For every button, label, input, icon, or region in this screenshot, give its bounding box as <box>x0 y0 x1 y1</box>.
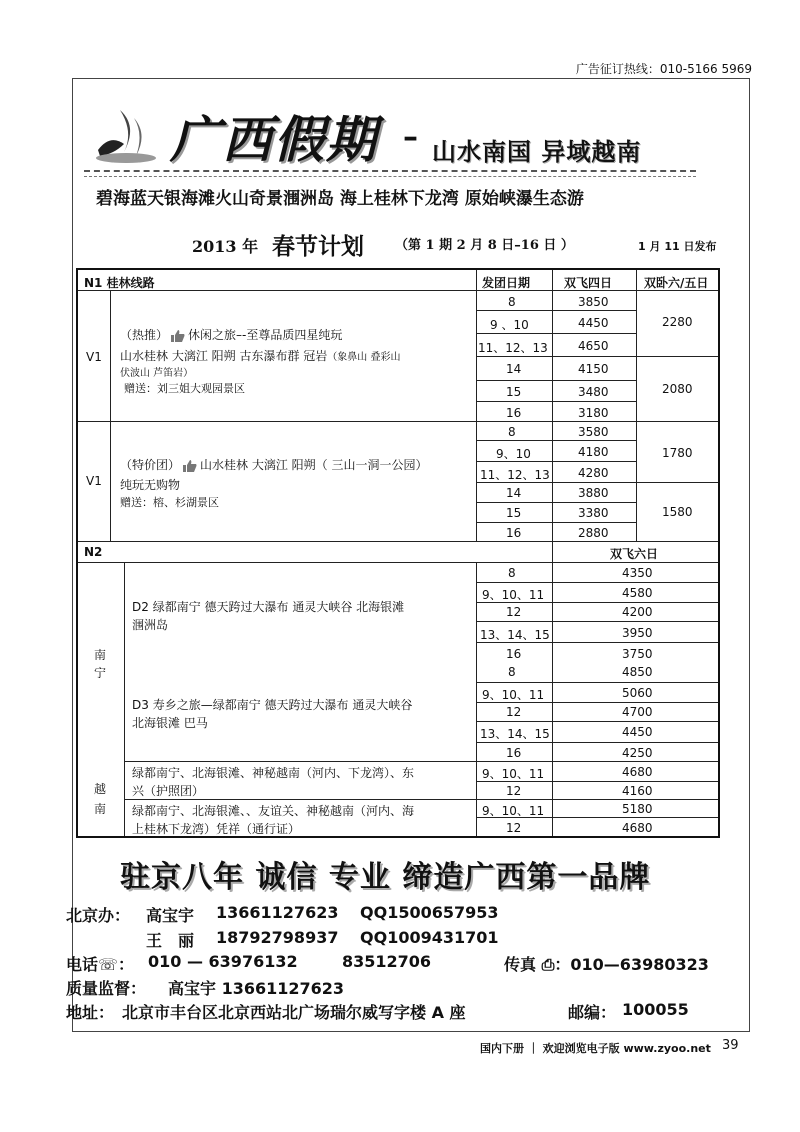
route-desc: （特价团） 山水桂林 大漓江 阳朔（ 三山一洞一公园） <box>120 458 428 472</box>
price-cell: 3380 <box>578 506 609 520</box>
price-cell: 4200 <box>622 605 653 619</box>
route-code: V1 <box>86 350 102 364</box>
contact-phone: 18792798937 <box>216 928 339 947</box>
route-desc: 北海银滩 巴马 <box>132 716 208 730</box>
date-cell: 15 <box>506 506 522 520</box>
title-dash: – <box>403 120 418 155</box>
tel-number: 83512706 <box>342 952 432 971</box>
date-cell: 16 <box>506 647 522 661</box>
price-cell: 3750 <box>622 647 653 661</box>
price-cell: 4580 <box>622 586 653 600</box>
price-cell: 2080 <box>662 382 693 396</box>
contact-qq: QQ1500657953 <box>360 903 499 922</box>
schedule-table <box>76 268 720 838</box>
logo-icon <box>90 104 162 166</box>
fax-number: ：010—63980323 <box>554 955 709 974</box>
date-cell: 15 <box>506 385 522 399</box>
address-label: 地址： <box>66 1003 115 1022</box>
price-cell: 2280 <box>662 315 693 329</box>
dashed-rule <box>84 170 696 172</box>
release-date: 1 月 11 日发布 <box>638 240 717 253</box>
thumbs-up-icon <box>182 459 198 473</box>
brand-title: 广西假期 <box>170 110 378 169</box>
route-gift: 赠送：刘三姐大观园景区 <box>124 382 245 395</box>
contact-qq: QQ1009431701 <box>360 928 499 947</box>
price-cell: 4680 <box>622 765 653 779</box>
tel-row: 电话☏： <box>66 955 135 974</box>
date-cell: 9 、10 <box>490 318 529 332</box>
date-cell: 12 <box>506 784 522 798</box>
date-cell: 8 <box>508 425 516 439</box>
brand-slogan: 碧海蓝天银海滩火山奇景涠洲岛 海上桂林下龙湾 原始峡瀑生态游 <box>96 189 584 209</box>
route-desc: 绿都南宁、北海银滩、、友谊关、神秘越南（河内、海 <box>132 804 415 818</box>
price-cell: 2880 <box>578 526 609 540</box>
price-cell: 4680 <box>622 821 653 835</box>
price-cell: 3580 <box>578 425 609 439</box>
date-cell: 8 <box>508 665 516 679</box>
region-label: 南 <box>94 648 107 662</box>
quality-value: 高宝宇 13661127623 <box>168 979 345 998</box>
region-label: 越 <box>94 782 107 796</box>
date-cell: 9、10、11 <box>482 804 545 818</box>
date-cell: 9、10、11 <box>482 688 545 702</box>
price-cell: 4250 <box>622 746 653 760</box>
footer-text: 国内下册 ｜ 欢迎浏览电子版 www.zyoo.net <box>480 1042 711 1055</box>
plan-year: 2013 年 <box>192 237 259 256</box>
date-cell: 16 <box>506 526 522 540</box>
date-cell: 14 <box>506 362 522 376</box>
plan-period: （第 1 期 2 月 8 日–16 日 ） <box>395 238 574 253</box>
address: 北京市丰台区北京西站北广场瑞尔威写字楼 A 座 <box>122 1003 466 1022</box>
n1-title: N1 桂林线路 <box>84 276 155 290</box>
price-cell: 4350 <box>622 566 653 580</box>
contact-name: 王 丽 <box>146 931 195 950</box>
route-desc: 涠洲岛 <box>132 618 169 632</box>
price-cell: 4650 <box>578 339 609 353</box>
route-desc: 伏波山 芦笛岩） <box>120 368 194 379</box>
price-cell: 1580 <box>662 505 693 519</box>
route-desc: 山水桂林 大漓江 阳朔 古东瀑布群 冠岩（象鼻山 叠彩山 <box>120 349 401 363</box>
col-depart-date: 发团日期 <box>482 276 531 290</box>
tel-label: 电话 <box>66 955 99 974</box>
route-desc: D3 寿乡之旅—绿都南宁 德天跨过大瀑布 通灵大峡谷 <box>132 698 413 712</box>
date-cell: 12 <box>506 705 522 719</box>
date-cell: 8 <box>508 566 516 580</box>
price-cell: 4150 <box>578 362 609 376</box>
route-desc: 上桂林下龙湾）凭祥（通行证） <box>132 822 301 836</box>
brand-subtitle: 山水南国 异域越南 <box>432 138 642 166</box>
price-cell: 4160 <box>622 784 653 798</box>
date-cell: 12 <box>506 605 522 619</box>
date-cell: 11、12、13 <box>478 341 548 355</box>
col-fly-6day: 双飞六日 <box>610 547 659 561</box>
date-cell: 9、10 <box>496 447 531 461</box>
phone-icon: ☏ <box>98 955 119 974</box>
fax-row <box>504 952 709 975</box>
region-label: 南 <box>94 802 107 816</box>
tel-number: 010 — 63976132 <box>148 952 298 971</box>
ad-hotline: 广告征订热线：010-5166 5969 <box>575 62 752 76</box>
date-cell: 16 <box>506 746 522 760</box>
postcode: 100055 <box>622 1000 689 1019</box>
price-cell: 5060 <box>622 686 653 700</box>
contact-phone: 13661127623 <box>216 903 339 922</box>
price-cell: 3180 <box>578 406 609 420</box>
col-sleeper: 双卧六/五日 <box>644 276 709 290</box>
price-cell: 4280 <box>578 466 609 480</box>
route-desc: 兴（护照团） <box>132 784 205 798</box>
price-cell: 4450 <box>578 316 609 330</box>
price-cell: 4850 <box>622 665 653 679</box>
dashed-rule <box>84 176 696 177</box>
date-cell: 16 <box>506 406 522 420</box>
region-label: 宁 <box>94 666 107 680</box>
route-gift: 赠送：榕、杉湖景区 <box>120 496 219 509</box>
contact-name: 高宝宇 <box>146 906 195 925</box>
price-cell: 3480 <box>578 385 609 399</box>
fax-label: 传真 <box>504 955 537 974</box>
route-desc: 绿都南宁、北海银滩、神秘越南（河内、下龙湾）、东 <box>132 766 415 780</box>
route-code: V1 <box>86 474 102 488</box>
price-cell: 3880 <box>578 486 609 500</box>
price-cell: 4700 <box>622 705 653 719</box>
route-desc: （热推） 休闲之旅–-至尊品质四星纯玩 <box>120 328 343 342</box>
postcode-label: 邮编： <box>568 1003 617 1022</box>
date-cell: 14 <box>506 486 522 500</box>
col-fly-4day: 双飞四日 <box>564 276 613 290</box>
date-cell: 11、12、13 <box>480 468 550 482</box>
plan-title: 春节计划 <box>272 233 364 260</box>
price-cell: 3950 <box>622 626 653 640</box>
price-cell: 3850 <box>578 295 609 309</box>
date-cell: 12 <box>506 821 522 835</box>
n2-title: N2 <box>84 545 103 559</box>
price-cell: 1780 <box>662 446 693 460</box>
page-number: 39 <box>722 1038 739 1053</box>
price-cell: 4180 <box>578 445 609 459</box>
date-cell: 9、10、11 <box>482 588 545 602</box>
date-cell: 13、14、15 <box>480 727 550 741</box>
office-label: 北京办： <box>66 906 131 925</box>
route-desc: 纯玩无购物 <box>120 478 181 492</box>
fax-icon: ⎙ <box>541 955 555 974</box>
date-cell: 8 <box>508 295 516 309</box>
date-cell: 9、10、11 <box>482 767 545 781</box>
date-cell: 13、14、15 <box>480 628 550 642</box>
brand-tagline: 驻京八年 诚信 专业 缔造广西第一品牌 <box>120 860 651 895</box>
price-cell: 4450 <box>622 725 653 739</box>
thumbs-up-icon <box>170 329 186 343</box>
price-cell: 5180 <box>622 802 653 816</box>
route-desc: D2 绿都南宁 德天跨过大瀑布 通灵大峡谷 北海银滩 <box>132 600 405 614</box>
quality-label: 质量监督： <box>66 979 147 998</box>
